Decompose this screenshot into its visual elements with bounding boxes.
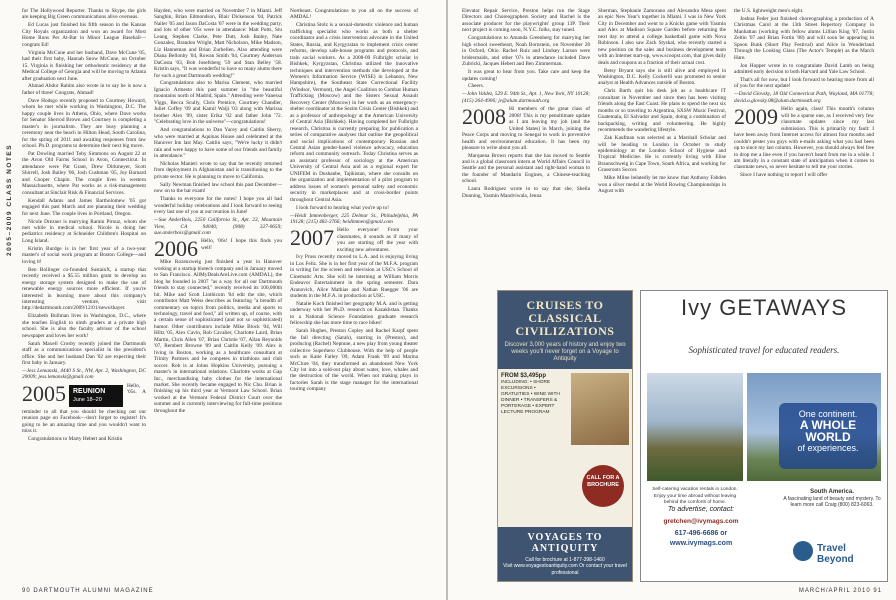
note-paragraph: Hi members of the great class of 2008! This is my penultimate update as I am leaving my job (and the United States) in March, joining the Peace Corps and moving to Senegal to work in preventive health and environmental education. It has been my pleasure to write about you all. — [462, 106, 590, 152]
note-paragraph: Joshua Feder just finished choreographing a production of A Christmas Carol at the 13th Street Repertory Company in Manhattan (working with fellow alums Lillian King '07, Justin Zeltin '07 and Brian Fortin '08) and will soon be appearing in Spoon Bunk (Short Play Festival) and Alice in Wonderland Through the Looking Glass (The Actor's Temple) as the March Hare. — [734, 15, 874, 61]
cruise-phone: Call for brochure at 1-877-398-1460 — [525, 556, 605, 563]
note-paragraph: Natalie Koch finished her geography M.A. and is getting underway with her Ph.D. research on Kazakhstan. Thanks to a National Science Foundation graduate research fellowship she has more time to race bikes! — [290, 300, 418, 327]
class-year-block — [462, 106, 590, 151]
travel-beyond-logo — [793, 537, 879, 567]
note-paragraph: Mike Milne belatedly let me know that Anthony Fahden won a silver medal at the World Rowing Championships in August with — [598, 175, 726, 195]
note-paragraph: Kendall Adams and James Bartholomew '05 got engaged this past March and are planning their wedding for next June. The couple lives in Portland, Oregon. — [22, 197, 146, 217]
cruise-body — [498, 369, 632, 519]
note-paragraph: Ben Bollinger co-founded SustainX, a startup that recently received a $5.55 million grant to develop an energy storage system designed to make the use of renewable energy sources more efficient. If you're interested in learning more about this company's interesting venture, visit http://dedartmouth.com/2009/12/01/news/thayer. — [22, 266, 146, 312]
class-year-2006: 2006 — [154, 236, 198, 262]
callout-line-2: A WHOLE WORLD — [799, 418, 857, 444]
folio-right: MARCH/APRIL 2010 91 — [798, 588, 882, 594]
note-paragraph: Virginia McCune and her husband, Dave McCune '05, had their first baby, Hannah Snow McCune, on October 15. Virginia is finishing her orthodontic residency at the Medical College of Georgia and will be moving to Atlanta after graduation next June. — [22, 49, 146, 82]
cruise-url[interactable]: Visit www.voyagestoantiquity.com Or contact your travel professional — [503, 563, 627, 576]
cruise-footer — [498, 527, 632, 582]
london-rental-note: Self-catering vacation rentals in London. Enjoy your time abroad without leaving behind the comforts of home. — [652, 487, 738, 505]
continent-callout — [779, 403, 877, 469]
reunion-dates: June 18–20 — [73, 396, 102, 403]
note-paragraph: Congratulations to Marty Hebert and Kristin — [28, 435, 123, 442]
note-paragraph: Ivy Pruss recently moved to L.A. and is enjoying living in Los Feliz. She is in her first year of the M.F.A. program in writing for the screen and television at USC's School of Cinematic Arts. She will be interning at William Morris Endeavor Entertainment in the spring semester. Dara Aranovich, Alice Mathias and Nathan Ruegger '06 are students in the M.F.A. in production at USC. — [290, 254, 418, 299]
callout-line-1: One continent. — [798, 409, 858, 419]
note-paragraph: Hayden, who were married on November 7 in Miami. Jeff Sangbin, Brian Edmondson, Blair Dickenson '04, Patrick Nailer '05 and Jason DaCosta '07 were in the wedding party, and lots of other '05s were in attendance: Matt Potts, Stu Leang, Stephen Clarke, Pete Dutt, Josh Bailey, Nate Gonzalez, Brandon Wright, Matt Nicholson, Mike Madson, Liz Hanneman and Brian Zurhellen. Also attending were Diana Bellonby '04, Rowan Smith '04, Courtney Anderson DaCosta '03, Bob Josefsberg '59 and Stan Belley '58. Kristin says, "It was wonderful to have so many alums there for such a great Dartmouth wedding!" — [154, 8, 282, 79]
ivy-getaways-tagline: Sophisticated travel for educated readers. — [688, 345, 840, 355]
class-year-block — [22, 380, 146, 435]
voyages-logo: VOYAGES TO ANTIQUITY — [527, 531, 603, 554]
note-paragraph: Betsy Bryant says she is still alive and employed in Washington, D.C. Kelly Cockerill was promoted to senior analyst at Health Advances outside of Boston. — [598, 67, 726, 87]
advertise-intro: To advertise, contact: — [667, 506, 735, 513]
note-paragraph: Sarah Maxell Crosby recently joined the Dartmouth staff as a communications specialist in the president's office. She and her husband Dan '02 are expecting their first baby in January. — [22, 340, 146, 367]
note-paragraph: for The Hollywood Reporter. Thanks to Skype, the girls are keeping Big Green communications alive overseas. — [22, 8, 146, 21]
note-paragraph: Northeast. Congratulations to you all on the success of AMDAL! — [290, 8, 418, 21]
south-america-body: A fascinating land of beauty and mystery. To learn more call Craig (800) 823-6063. — [783, 495, 881, 508]
london-photo — [647, 373, 743, 481]
column-1 — [22, 8, 146, 590]
cruise-includes-text: INCLUDING: • SHORE EXCURSIONS • GRATUITIES • WINE WITH DINNER • TRANSFERS & PORTERAGE • EXPERT LECTURE PROGRAM — [501, 380, 560, 415]
class-secretary-signature: —John Valdez, 529 E. 94th St., Apt. 1, New York, NY 10128; (415) 264-4906; jv@alum.dartmouth.org — [462, 91, 590, 104]
class-secretary-signature: —Sue AnderBois, 2250 California St., Apt. 23, Mountain View, CA 94040; (908) 327-0659; sue.anderbois@gmail.com — [154, 217, 282, 236]
note-paragraph: Hello, '05s. A reminder to all that you should be checking out our reunion page on Facebook—don't forget to register! It's going to be an amazing time and you wouldn't want to miss it. — [22, 382, 146, 435]
class-secretary-signature: —David Glovsky, 18 Old Connecticut Path, Wayland, MA 01778; david.a.glovsky.08@alum.dartmouth.org — [734, 91, 874, 104]
class-year-2008: 2008 — [462, 104, 506, 130]
reunion-label: REUNION — [73, 387, 106, 395]
globe-icon — [793, 541, 813, 561]
note-paragraph: Hello everyone! From your classmates, it sounds as if many of you are starting off the year with exciting new adventures. — [337, 227, 418, 253]
note-paragraph: Mike Rozenzweig just finished a year in Hanover working at a startup biotech company and in January moved to San Francisco. AllMyDealsAreLive.com (AMDAL), the blog he founded in 2007 "as a way for all our Dartmouth friends to stay connected," recently received its 100,000th hit. Mike and Scott Linthicum '04 edit the site, which contributor Matt Weiss describes as featuring "a breadth of commentary on topics from politics, media and sports to technology, travel and food," all written up, of course, with a certain sense of sophisticated (and not so sophisticated) humor. Other contributors include Mike Block '04, Will Hiltz '05, Alex Cavin, Rob Cavalier, Charlotte Laird, Brian Martin, Chris Allen '07, Brian Christie '07, Allan Reynolds '07, Rembert Browne '09 and Caitlin Kelly '09. Alex is living in Boston, working as a healthcare consultant at Trinity Partners and he competes in triathlons and club soccer. Rob is at Johns Hopkins University, pursuing a master's in international relations. Charlotte works at Gap Inc., merchandising baby clothes for the international market. She recently became engaged to Nic Chu. Brian is finishing up his third year at Vermont Law School. Brian worked at the Vermont Federal District Court over the summer and is currently interviewing for full-time positions throughout the — [154, 259, 282, 414]
note-paragraph: Hello again, class! This month's column will be a sparse one, as I received very few classmate updates since my last submission. This is primarily my fault: I have been away from Internet access for almost four months and couldn't pester you guys with e-mails asking what you had been up to since my last column. However, you should always feel free to drop me a line even if you haven't heard from me in a while. I am literally in a constant state of anticipation when it comes to classmate news, so never hesitate to tell me your stories. — [734, 106, 874, 171]
class-secretary-signature: —Jess Lemanski, 4440 S St., NW, Apt. 2, Washington, DC 20009; jess.lemanski@gmail.com — [22, 368, 146, 381]
class-year-block — [734, 106, 874, 171]
travel-beyond-text: Travel Beyond — [817, 543, 854, 565]
class-year-block — [290, 227, 418, 253]
note-paragraph: Pat Dowling married Toby Simmons on August 22 at the Avon Old Farms School in Avon, Connecticut. In attendance were Pat Grant, Drew Dirkmeyer, Scott Shirrell, Josh Bailey '06, Josh Cushman '05, Joy Barnard and Cooper Chapin. The couple lives in western Massachusetts, where Pat works as a risk-management consultant at Sinclair Risk & Financial Services. — [22, 151, 146, 196]
cruise-subhead: Discover 3,000 years of history and enjoy two weeks you'll never forget on a Voyage to Antiquity — [498, 342, 632, 369]
left-page — [0, 0, 446, 600]
class-year-2009: 2009 — [734, 104, 778, 130]
callout-line-3: of experiences. — [797, 443, 859, 453]
column-6 — [734, 8, 874, 290]
note-paragraph: I look forward to hearing what you're up to! — [296, 204, 390, 211]
note-paragraph: Ed Lucas just finished his fifth season in the Kansas City Royals organization and won an award for Most Home Runs Per At-Bat in Minor League Baseball—congrats Ed! — [22, 22, 146, 48]
note-paragraph: Elevator Repair Service, Preston helps run the Stage Directors and Choreographers Society and Rachel is the associate producer for the playwrights' group 13P. Their next project is coming soon, N.Y.C. folks, stay tuned. — [462, 8, 590, 34]
note-paragraph: Elizabeth Bullman lives in Washington, D.C., where she teaches English to ninth graders at a private high school. She is also the faculty advisor of the school newspaper and loves her work! — [22, 313, 146, 339]
note-paragraph: Marquena Brown reports that she has moved to Seattle and is a global classroom intern at World Affairs Council in Seattle and the personal assistant and right-hand woman to the founder of Mandarin Engines, a Chinese-teaching school. — [462, 152, 590, 185]
reunion-badge — [69, 385, 123, 407]
cruise-headline: CRUISES TO CLASSICAL CIVILIZATIONS — [498, 291, 632, 342]
note-paragraph: And congratulations to Dan Yacey and Caitlin Sherry, who were married at Aquinas House and celebrated at the Hanover Inn last May. Caitlin says, "We're lucky it didn't rain and were happy to have some of our friends and family in attendance." — [154, 127, 282, 159]
note-paragraph: Laura Rodriguez wrote in to say that she, Sheila Dunning, Yasmin Mandviwala, Jenna — [462, 186, 590, 199]
cruise-photo — [571, 373, 629, 445]
note-paragraph: Since I have nothing to report I will offer — [740, 171, 828, 178]
folio-left: 90 DARTMOUTH ALUMNI MAGAZINE — [22, 588, 154, 594]
note-paragraph: Nicholas Manieri wrote to say that he recently returned from deployment in Afghanistan and is transitioning to the private sector. He is planning to move to California. — [154, 160, 282, 180]
note-paragraph: Sherman, Stephanie Zamorano and Alexandra Mesa spent an epic New Year's together in Miami. I was in New York City in December and went to a Knicks game with Yasmin and Alex at Madison Square Garden before returning the next day to attend a college basketball game with Nova Robinson. I also saw Zack Styskal, who recently started a new position on the sales and business development team with an Internet start-up, www.scoopst.com, that gives daily deals and coupons at a fraction of their actual cost. — [598, 8, 726, 66]
note-paragraph: Chris Barth quit his desk job as a healthcare IT consultant in November and since then has been visiting friends along the East Coast. He plans to spend the next six months or so traveling to Argentina, SXSW Music Festival, Guatemala, El Salvador and Spain, doing a combination of backpacking, writing and volunteering. He highly recommends the wandering lifestyle. — [598, 88, 726, 134]
note-paragraph: the U.S. lightweight men's eight. — [734, 8, 804, 14]
note-paragraph: Ahmad Abdur Rahim also wrote in to say he is now a father of three! Congrats, Ahmad! — [22, 83, 146, 96]
note-paragraph: Congratulations also to Marisa Clement, who married Ignacio Armesto this past summer in "the beautiful mountains north of Madrid, Spain." Attending were Vanessa Viggs, Becca Scully, Chris Prentice, Courtney Chandler, Juliet Coffey '09 and Kamil Walji '03 along with Marissa brother Alex '09, sister Erika '02 and father John '72. "Celebrating love in the universe"—congratulations! — [154, 80, 282, 126]
note-paragraph: That's all for now, but I look forward to hearing more from all of you for the next update! — [734, 77, 874, 90]
column-2 — [154, 8, 282, 590]
cruise-price: FROM $3,495pp — [501, 373, 547, 379]
class-year-2005: 2005 — [22, 380, 66, 406]
advertise-phone[interactable]: 617-496-6686 or www.ivymags.com — [669, 530, 733, 547]
class-year-block — [154, 236, 282, 262]
note-paragraph: Jon Hopper wrote in to congratulate David Lamb on being admitted early decision to both Harvard and Yale Law School. — [734, 62, 874, 76]
ivy-getaways-advertisement[interactable] — [640, 290, 888, 582]
cruise-brochure-badge[interactable]: CALL FOR A BROCHURE — [582, 465, 624, 507]
south-america-text — [783, 489, 881, 509]
cruise-advertisement[interactable] — [497, 290, 633, 582]
note-paragraph: Thanks to everyone for the notes! I hope you all had wonderful holiday celebrations and I look forward to seeing every last one of you at our reunion in June! — [154, 196, 282, 216]
note-paragraph: Kristin Burdge is in her first year of a two-year master's of social work program at Boston College—and loving it! — [22, 245, 146, 265]
column-3 — [290, 8, 418, 590]
class-year-2007: 2007 — [290, 225, 334, 251]
advertise-email[interactable]: gretchen@ivymags.com — [663, 518, 739, 525]
note-paragraph: Cheers. — [468, 83, 485, 90]
note-paragraph: Nicole Drezner is marrying Ramin Pirouz, whom she met while in medical school. Nicole is doing her pediatrics residency at Schneider Children's Hospital on Long Island. — [22, 218, 146, 244]
note-paragraph: Christina Stolz is a sexual-domestic violence and human trafficking specialist who works as both a shelter coordinator and a crisis intervention advocate in the United States, Russia, and Kyrgyzstan to implement crisis center reforms, develop safe-house programs and protocols, and train social workers. As a 2008-09 Fulbright scholar in Bishkek, Kyrgyzstan, Christina utilized the innovative techniques and intervention methods she developed at the Women's Information Service (WISE) in Lebanon, New Hampshire), the Southeast State Correctional Facility (Windsor, Vermont), the Angel Coalition to Combat Human Trafficking (Moscow) and the Sisters Sexual Assault Recovery Center (Moscow) in her work as an emergency-shelter coordinator at the Sezim Crisis Center (Bishkek) and as a professor of anthropology at the American University of Central Asia (Bishkek). Having completed her Fulbright research, Christina is currently preparing for publication a series of comparative analyses that outline the geopolitical and social implications of contemporary Russian and Central Asian gender-based violence advocacy, education reform and community outreach. Today Christina serves as an assistant professor of sociology at the American University of Central Asia and as a regional expert for UNIFEM in Dushanbe, Tajikistan, where she consults on the organization and implementation of a pilot program to address issues of women's personal safety and economic security in marketplaces and at cross-border points throughout Central Asia. — [290, 22, 418, 203]
note-paragraph: Congratulations to Amanda Greenberg for marrying her high school sweetheart, Noah Bornstein, on November 28 in Oxford, Ohio. Rachel Ruiz and Lindsey Larson were bridesmaids, and other '07s in attendance included Dave Zubricki, Jacques Hebert and Ben Zimmerman. — [462, 35, 590, 68]
south-america-title: South America. — [810, 489, 854, 495]
note-paragraph: Hello, '06s! I hope this finds you well! — [201, 238, 282, 251]
note-paragraph: Dave Hodsgo recently proposed to Courtney Howard, whom he met while working in Washington, D.C. The happy couple lives in Athens, Ohio, where Dave works for Senator Sherrod Brown and Courtney is completing a master's in journalism. They are busy planning a ceremony near the beach in Hilton Head, South Carolina, for the spring of 2011 and awaiting responses from law school. Ph.D. programs to determine their next big move. — [22, 97, 146, 150]
note-paragraph: Zak Kaufman was selected as a Marshall Scholar and will be heading to London in October to study epidemiology at the London School of Hygiene and Tropical Medicine. He is currently living with Elise Braunschweig in Cape Town, South Africa, and working for Grassroots Soccer. — [598, 135, 726, 174]
note-paragraph: Sarah Hughes, Preston Copley and Rachel Karpf spent the fall directing (Sarah), starring in (Preston), and producing (Rachel) Neptune, a new play from young theater collective Superhero Clubhouse. With the help of people such as Katie Farley '09, Adam Frank '09 and Marina McClure '04, they transformed an abandoned New York City lot into a sold-out play about water, love, whales and the destruction of the world. When not making plays in factories Sarah is the stage manager for the international touring company — [290, 328, 418, 393]
spine-label: 2005–2009 CLASS NOTES — [6, 143, 13, 257]
note-paragraph: It was great to hear from you. Take care and keep the updates coming! — [462, 69, 590, 82]
class-secretary-signature: —Heidi Immenberger, 225 Delmar St., Philadelphia, PA 19128; (215) 482-3766; heidimmen@gmail.com — [290, 212, 418, 225]
ivy-getaways-title: Ivy GETAWAYS — [680, 295, 847, 320]
note-paragraph: Sally Newman finished law school this past December—now on to the bar exam! — [154, 181, 282, 195]
cruise-includes — [501, 373, 565, 416]
column-5 — [598, 8, 726, 290]
